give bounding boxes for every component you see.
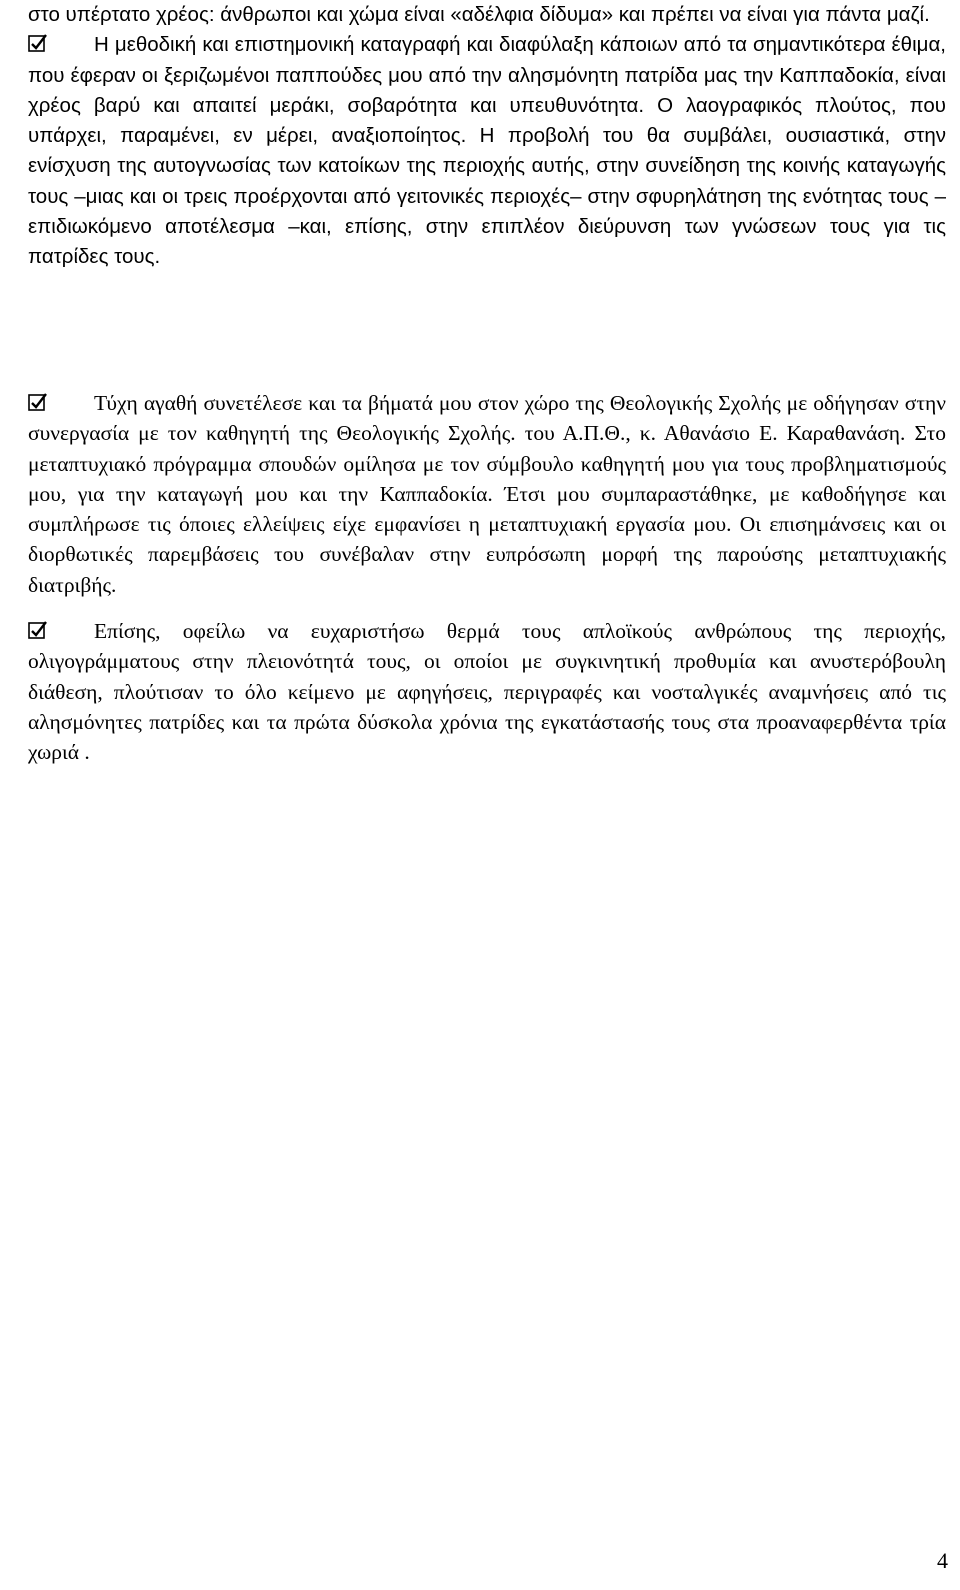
paragraph-3	[28, 388, 946, 600]
body-text-serif-final	[28, 616, 946, 767]
checkbox-checked-icon	[28, 620, 48, 640]
checkbox-checked-icon	[28, 392, 48, 412]
paragraph-3-text: Τύχη αγαθή συνετέλεσε και τα βήματά μου στον χώρο της Θεολογικής Σχολής με οδήγησαν στην συνεργασία με τον καθηγητή της Θεολογικής Σχολής. του Α.Π.Θ., κ. Αθανάσιο Ε. Καραθανάση. Στο μεταπτυχιακό πρόγραμμα σπουδών ομίλησα με τον σύμβουλο καθηγητή μου για τους προβληματισμούς μου, για την καταγωγή μου και την Καππαδοκία. Έτσι μου συμπαραστάθηκε, με καθοδήγησε και συμπλήρωσε τις όποιες ελλείψεις είχε εμφανίσει η μεταπτυχιακή εργασία μου. Οι επισημάνσεις και οι διορθωτικές παρεμβάσεις του συνέβαλαν στην ευπρόσωπη μορφή της παρούσης μεταπτυχιακής διατριβής.	[28, 391, 946, 597]
body-text-sans	[28, 0, 946, 273]
body-text-serif	[28, 388, 946, 600]
paragraph-4	[28, 616, 946, 767]
paragraph-2	[28, 30, 946, 272]
paragraph-4-text: Επίσης, οφείλω να ευχαριστήσω θερμά τους απλοϊκούς ανθρώπους της περιοχής, ολιγογράμματους στην πλειονότητά τους, οι οποίοι με συγκινητική προθυμία και ανυστερόβουλη διάθεση, πλούτισαν το όλο κείμενο με αφηγήσεις, περιγραφές και νοσταλγικές αναμνήσεις από τις αλησμόνητες πατρίδες και τα πρώτα δύσκολα χρόνια της εγκατάστασής τους στα προαναφερθέντα τρία χωριά .	[28, 619, 946, 765]
checkbox-checked-icon	[28, 33, 48, 53]
paragraph-1: στο υπέρτατο χρέος: άνθρωποι και χώμα είναι «αδέλφια δίδυμα» και πρέπει να είναι για πάντα μαζί.	[28, 3, 930, 26]
page-number: 4	[937, 1548, 948, 1573]
paragraph-2-text: Η μεθοδική και επιστημονική καταγραφή και διαφύλαξη κάποιων από τα σημαντικότερα έθιμα, που έφεραν οι ξεριζωμένοι παππούδες μου από την αλησμόνητη πατρίδα μας την Καππαδοκία, είναι χρέος βαρύ και απαιτεί μεράκι, σοβαρότητα και υπευθυνότητα. Ο λαογραφικός πλούτος, που υπάρχει, παραμένει, εν μέρει, αναξιοποίητος. Η προβολή του θα συμβάλει, ουσιαστικά, στην ενίσχυση της αυτογνωσίας των κατοίκων της περιοχής αυτής, στην συνείδηση της κοινής καταγωγής τους –μιας και οι τρεις προέρχονται από γειτονικές περιοχές– στην σφυρηλάτηση της ενότητας τους – επιδιωκόμενο αποτέλεσμα –και, επίσης, στην επιπλέον διεύρυνση των γνώσεων τους για τις πατρίδες τους.	[28, 33, 946, 269]
